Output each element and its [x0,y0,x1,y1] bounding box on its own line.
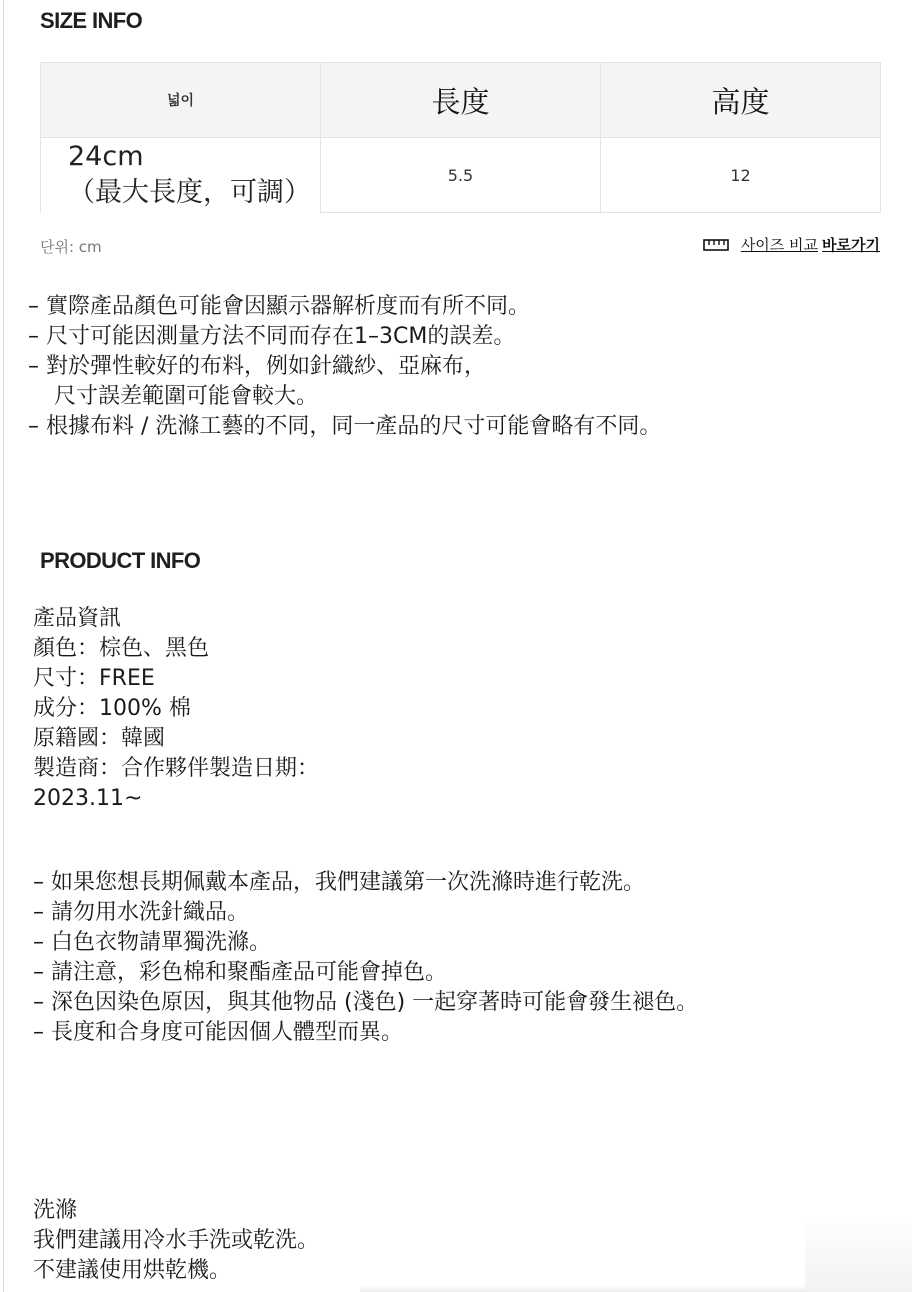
product-info-line: 成分：100% 棉 [33,696,191,721]
care-note: – 請注意，彩色棉和聚酯產品可能會掉色。 [33,960,447,985]
size-note: 尺寸誤差範圍可能會較大。 [54,384,319,409]
size-compare-link[interactable] [703,234,880,255]
header-length-label: 長度 [431,84,490,119]
size-table-row [41,138,881,213]
size-note: – 根據布料 / 洗滌工藝的不同，同一產品的尺寸可能會略有不同。 [28,414,662,439]
header-length [321,63,601,138]
size-table-header-row [41,63,881,138]
size-info-title: SIZE INFO [40,8,143,33]
product-info-line: 產品資訊 [33,606,122,631]
product-info-line: 顏色：棕色、黑色 [33,636,210,661]
cell-length: 5.5 [321,138,601,213]
size-compare-text[interactable]: 사이즈 비교 [740,236,819,254]
size-note: – 對於彈性較好的布料，例如針織紗、亞麻布， [28,354,486,379]
wash-line: 洗滌 [33,1198,78,1223]
wash-line: 我們建議用冷水手洗或乾洗。 [33,1228,320,1253]
size-table [40,62,881,213]
wash-line: 不建議使用烘乾機。 [33,1258,232,1283]
left-border [3,0,4,1292]
header-height [601,63,881,138]
width-note: （最大長度，可調） [68,177,311,208]
size-compare-go[interactable]: 바로가기 [822,236,880,254]
size-notes [28,292,661,442]
size-note: – 實際產品顏色可能會因顯示器解析度而有所不同。 [28,294,530,319]
care-note: – 白色衣物請單獨洗滌。 [33,930,271,955]
product-info-line: 尺寸：FREE [33,666,155,691]
care-note: – 如果您想長期佩戴本產品，我們建議第一次洗滌時進行乾洗。 [33,870,645,895]
product-info-title: PRODUCT INFO [40,548,201,573]
product-info-line: 2023.11~ [33,786,143,811]
ruler-icon [703,238,729,252]
product-info-line: 原籍國：韓國 [33,726,166,751]
cell-height: 12 [601,138,881,213]
header-width [41,63,321,138]
cell-width [41,138,321,213]
corner-fade [805,1215,912,1292]
care-note: – 長度和合身度可能因個人體型而異。 [33,1020,403,1045]
care-note: – 請勿用水洗針織品。 [33,900,249,925]
care-note: – 深色因染色原因，與其他物品 (淺色) 一起穿著時可能會發生褪色。 [33,990,699,1015]
wash-instructions [33,1196,319,1286]
size-note: – 尺寸可能因測量方法不同而存在1–3CM的誤差。 [28,324,516,349]
product-info-line: 製造商：合作夥伴製造日期： [33,756,320,781]
header-height-label: 高度 [711,84,770,119]
width-value: 24cm [68,141,144,172]
header-width-label: 넓이 [166,93,195,109]
unit-label: 단위: cm [40,238,102,256]
care-notes-list [33,868,698,1048]
product-info-list [33,604,319,814]
